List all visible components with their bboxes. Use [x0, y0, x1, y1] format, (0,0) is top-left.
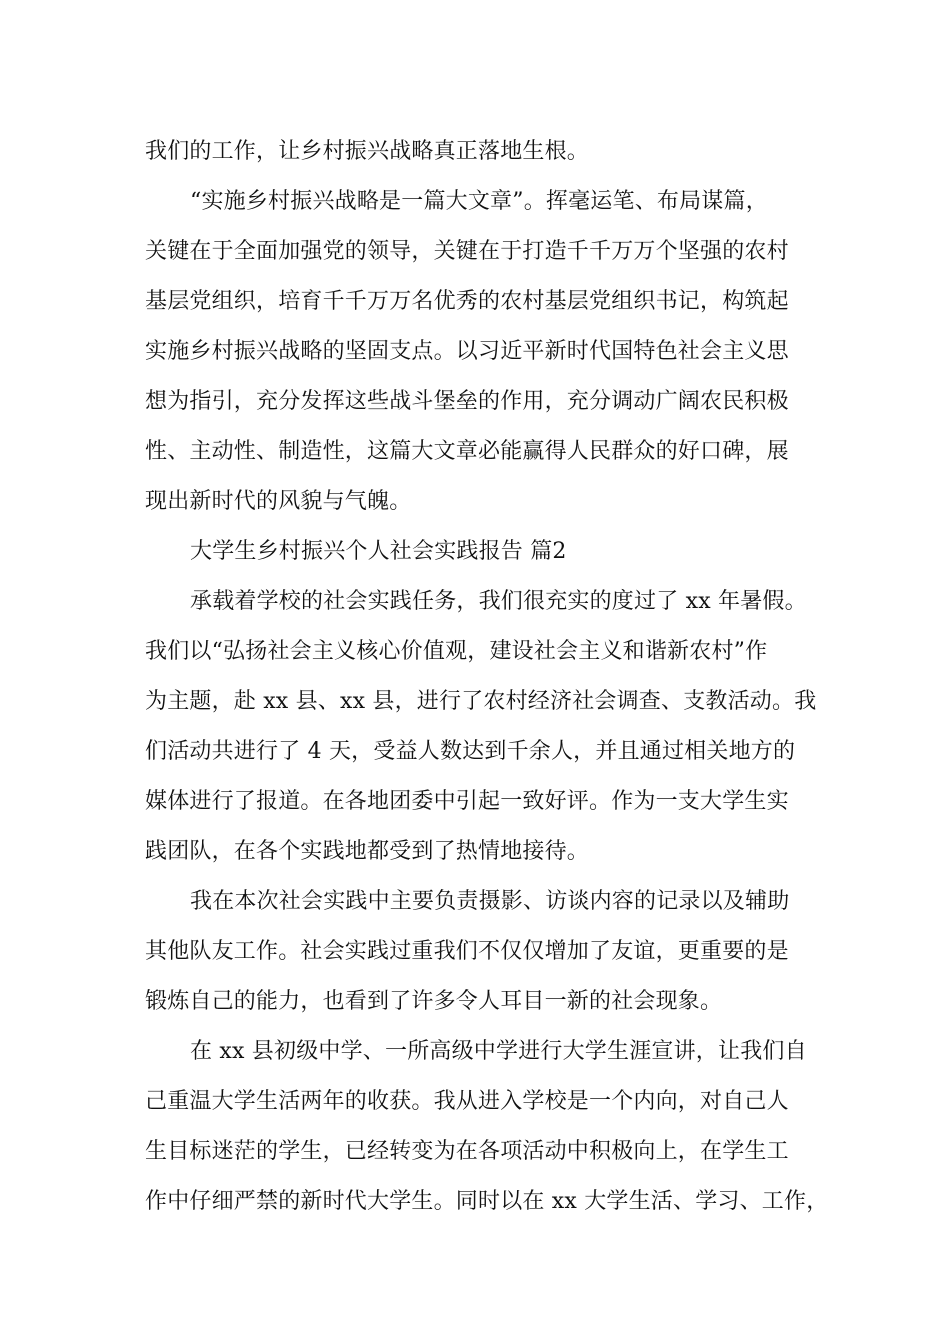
text-line: 们活动共进行了 4 天，受益人数达到千余人，并且通过相关地方的	[145, 739, 796, 764]
text-line: “实施乡村振兴战略是一篇大文章”。挥毫运笔、布局谋篇，	[190, 189, 768, 214]
text-line: 其他队友工作。社会实践过重我们不仅仅增加了友谊，更重要的是	[145, 939, 789, 964]
text-line: 锻炼自己的能力，也看到了许多令人耳目一新的社会现象。	[145, 989, 723, 1014]
text-line: 承载着学校的社会实践任务，我们很充实的度过了 xx 年暑假。	[190, 589, 807, 614]
text-line: 生目标迷茫的学生，已经转变为在各项活动中积极向上，在学生工	[145, 1139, 789, 1164]
text-line: 我们以“弘扬社会主义核心价值观，建设社会主义和谐新农村”作	[145, 639, 768, 664]
text-line: 基层党组织，培育千千万万名优秀的农村基层党组织书记，构筑起	[145, 289, 789, 314]
text-line: 己重温大学生活两年的收获。我从进入学校是一个内向，对自己人	[145, 1089, 789, 1114]
text-line: 关键在于全面加强党的领导，关键在于打造千千万万个坚强的农村	[145, 239, 789, 264]
section-heading: 大学生乡村振兴个人社会实践报告 篇2	[190, 539, 567, 564]
text-line: 在 xx 县初级中学、一所高级中学进行大学生涯宣讲，让我们自	[190, 1039, 807, 1064]
text-line: 现出新时代的风貌与气魄。	[145, 489, 412, 514]
text-line: 实施乡村振兴战略的坚固支点。以习近平新时代国特色社会主义思	[145, 339, 789, 364]
text-line: 性、主动性、制造性，这篇大文章必能赢得人民群众的好口碑，展	[145, 439, 789, 464]
text-line: 我们的工作，让乡村振兴战略真正落地生根。	[145, 139, 590, 164]
text-line: 想为指引，充分发挥这些战斗堡垒的作用，充分调动广阔农民积极	[145, 389, 789, 414]
text-line: 作中仔细严禁的新时代大学生。同时以在 xx 大学生活、学习、工作，	[145, 1189, 829, 1214]
text-line: 媒体进行了报道。在各地团委中引起一致好评。作为一支大学生实	[145, 789, 789, 814]
text-line: 我在本次社会实践中主要负责摄影、访谈内容的记录以及辅助	[190, 889, 790, 914]
text-line: 践团队，在各个实践地都受到了热情地接待。	[145, 839, 590, 864]
text-line: 为主题，赴 xx 县、xx 县，进行了农村经济社会调查、支教活动。我	[145, 689, 817, 714]
